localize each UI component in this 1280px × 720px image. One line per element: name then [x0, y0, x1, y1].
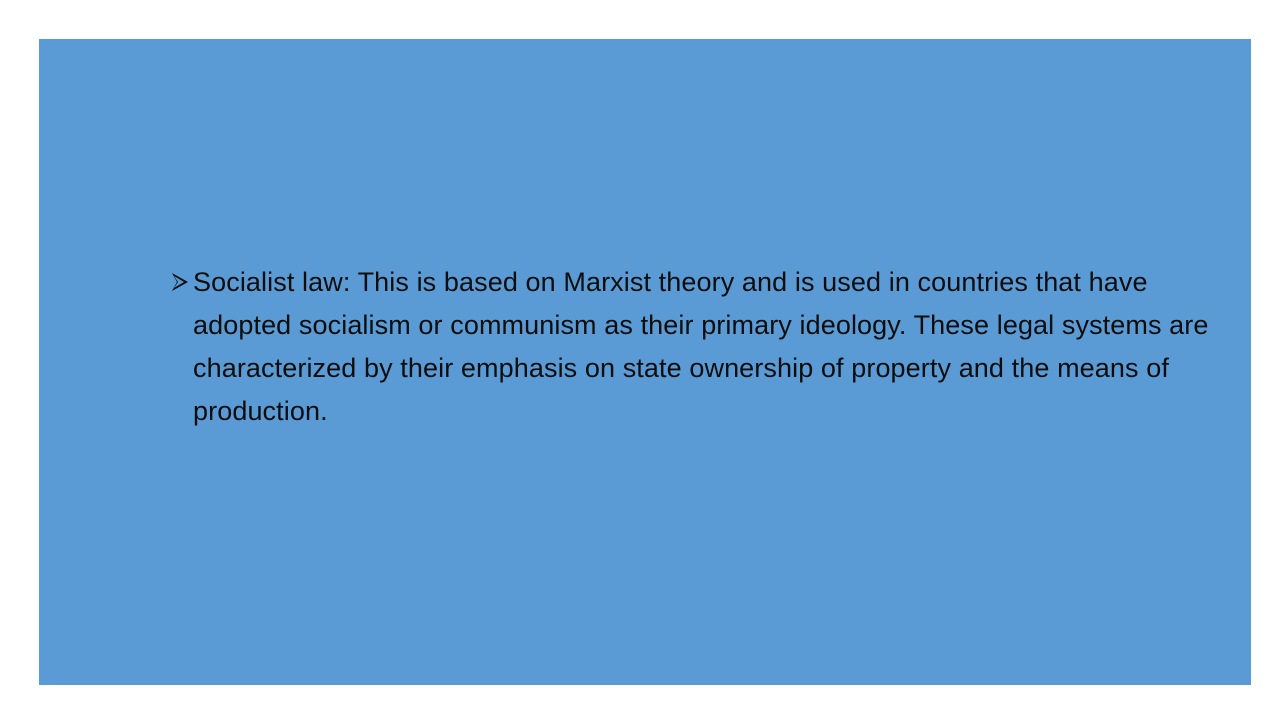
bullet-item — [169, 261, 1239, 433]
arrow-bullet-icon — [169, 261, 193, 304]
slide-panel — [39, 39, 1251, 685]
bullet-list — [169, 261, 1239, 433]
bullet-text: Socialist law: This is based on Marxist theory and is used in countries that have adopted socialism or communism as their primary ideology. These legal systems are characterized by their emphasis on state ownership of property and the means of production. — [193, 267, 1209, 426]
